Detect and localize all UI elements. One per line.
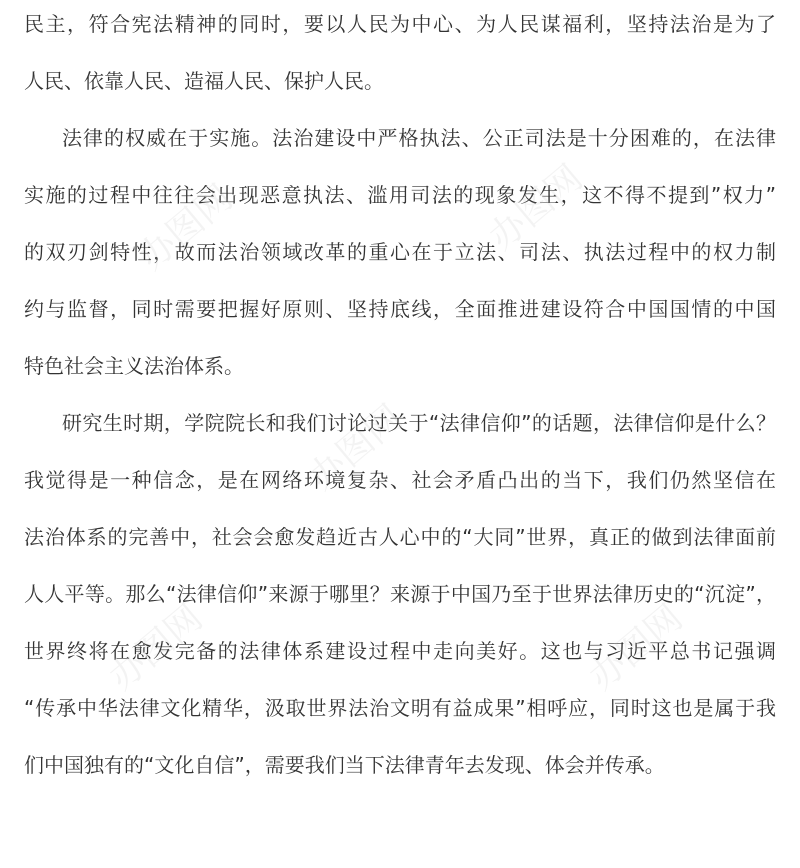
paragraph-3-line-6: “传承中华法律文化精华，汲取世界法治文明有益成果”相呼应，同时这也是属于我 [24, 696, 776, 720]
paragraph-3-line-3: 法治体系的完善中，社会会愈发趋近古人心中的“大同”世界，真正的做到法律面前 [24, 525, 776, 549]
paragraph-2-line-5: 特色社会主义法治体系。 [24, 354, 244, 378]
paragraph-2-line-3: 的双刃剑特性，故而法治领域改革的重心在于立法、司法、执法过程中的权力制 [24, 240, 776, 264]
paragraph-3-line-4: 人人平等。那么“法律信仰”来源于哪里？来源于中国乃至于世界法律历史的“沉淀”， [24, 582, 776, 606]
watermark: 办图网 [481, 157, 591, 259]
paragraph-3-line-2: 我觉得是一种信念，是在网络环境复杂、社会矛盾凸出的当下，我们仍然坚信在 [24, 468, 776, 492]
paragraph-1-line-1: 民主，符合宪法精神的同时，要以人民为中心、为人民谋福利，坚持法治是为了 [24, 12, 776, 36]
watermark: 办图网 [131, 177, 241, 279]
paragraph-2-line-1: 法律的权威在于实施。法治建设中严格执法、公正司法是十分困难的，在法律 [62, 126, 776, 150]
paragraph-3-line-5: 世界终将在愈发完备的法律体系建设过程中走向美好。这也与习近平总书记强调 [24, 639, 776, 663]
watermark: 办图网 [301, 397, 411, 499]
paragraph-3-line-1: 研究生时期，学院院长和我们讨论过关于“法律信仰”的话题，法律信仰是什么？ [62, 411, 776, 435]
watermark: 办图网 [581, 597, 691, 699]
paragraph-2-line-2: 实施的过程中往往会出现恶意执法、滥用司法的现象发生，这不得不提到”权力” [24, 183, 776, 207]
paragraph-3-line-7: 们中国独有的“文化自信”，需要我们当下法律青年去发现、体会并传承。 [24, 753, 665, 777]
watermark: 办图网 [101, 597, 211, 699]
paragraph-1-line-2: 人民、依靠人民、造福人民、保护人民。 [24, 69, 384, 93]
paragraph-2-line-4: 约与监督，同时需要把握好原则、坚持底线，全面推进建设符合中国国情的中国 [24, 297, 776, 321]
